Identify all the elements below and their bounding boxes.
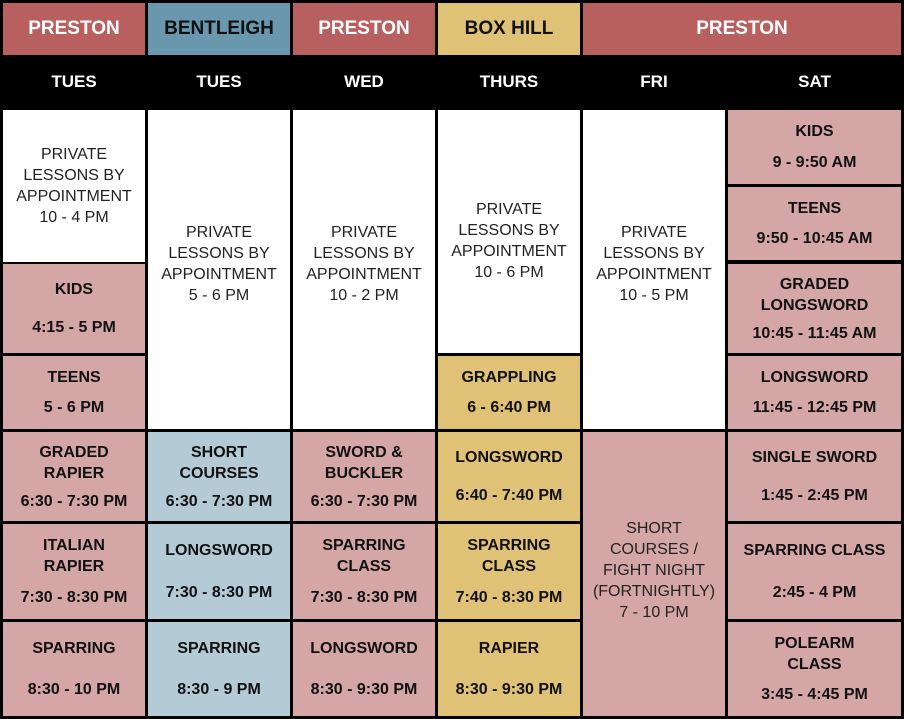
- class-title: SPARRING CLASS: [322, 537, 406, 575]
- day-header: [3, 58, 145, 106]
- class-title: POLEARM CLASS: [774, 634, 855, 673]
- private-lessons: [583, 110, 725, 429]
- private-time: 10 - 4 PM: [39, 209, 109, 226]
- class-title: SWORD & BUCKLER: [324, 443, 404, 482]
- class-title: LONGSWORD: [310, 640, 418, 657]
- class-time: 6:40 - 7:40 PM: [455, 487, 563, 505]
- class-time: 9 - 9:50 AM: [772, 154, 857, 171]
- class-line: COURSES /: [609, 540, 698, 558]
- class-block: [293, 524, 435, 619]
- class-time: 5 - 6 PM: [43, 399, 105, 417]
- private-line: LESSONS BY: [313, 244, 415, 262]
- private-time: 10 - 6 PM: [474, 263, 544, 281]
- private-lessons: [293, 110, 435, 429]
- location-label: BENTLEIGH: [164, 18, 274, 39]
- private-lessons: [148, 110, 290, 429]
- day-label: SAT: [798, 72, 831, 91]
- class-title: LONGSWORD: [760, 368, 869, 386]
- class-block: [3, 622, 145, 716]
- class-block: [293, 432, 435, 521]
- class-title: LONGSWORD: [455, 448, 563, 466]
- class-time: 7:40 - 8:30 PM: [455, 589, 563, 606]
- class-title: SPARRING CLASS: [743, 542, 886, 560]
- class-time: 8:30 - 9:30 PM: [310, 681, 418, 698]
- location-header-bentleigh: [148, 3, 290, 55]
- private-lessons: [3, 110, 145, 262]
- class-title: KIDS: [795, 123, 834, 140]
- class-time: 3:45 - 4:45 PM: [761, 686, 868, 704]
- class-block: [438, 432, 580, 521]
- location-header-box-hill: [438, 3, 580, 55]
- day-label: FRI: [640, 72, 668, 91]
- location-label: BOX HILL: [464, 18, 554, 39]
- class-time: 8:30 - 10 PM: [27, 681, 121, 698]
- class-time: 7:30 - 8:30 PM: [310, 589, 418, 606]
- class-block: [728, 524, 901, 619]
- private-line: PRIVATE: [330, 223, 398, 241]
- class-block: [148, 622, 290, 716]
- private-line: PRIVATE: [620, 223, 688, 241]
- day-header: [728, 58, 901, 106]
- private-time: 10 - 2 PM: [329, 286, 399, 304]
- location-header-preston-fri-sat: [583, 3, 901, 55]
- class-block: [728, 356, 901, 429]
- private-time: 5 - 6 PM: [188, 286, 250, 304]
- class-title: SPARRING: [177, 640, 261, 657]
- class-block: [293, 622, 435, 716]
- private-lessons: [438, 110, 580, 353]
- location-label: PRESTON: [28, 18, 120, 39]
- class-title: TEENS: [47, 368, 101, 386]
- class-title: GRAPPLING: [461, 368, 557, 386]
- class-title: TEENS: [787, 199, 842, 217]
- class-block: [3, 524, 145, 619]
- class-block: [728, 264, 901, 353]
- private-line: APPOINTMENT: [306, 265, 422, 283]
- class-block: [438, 622, 580, 716]
- class-time: 6 - 6:40 PM: [467, 399, 551, 417]
- class-title: SINGLE SWORD: [751, 448, 878, 466]
- day-label: THURS: [479, 72, 539, 91]
- private-line: PRIVATE: [475, 200, 543, 218]
- class-time: 9:50 - 10:45 AM: [756, 230, 873, 248]
- class-time: 4:15 - 5 PM: [32, 319, 116, 337]
- private-line: APPOINTMENT: [451, 242, 567, 260]
- class-line: SHORT: [626, 519, 682, 537]
- class-time: 11:45 - 12:45 PM: [752, 399, 877, 417]
- location-header-preston-tue: [3, 3, 145, 55]
- class-title: GRADED RAPIER: [39, 443, 109, 482]
- class-time: 6:30 - 7:30 PM: [165, 492, 273, 510]
- private-line: LESSONS BY: [603, 244, 705, 262]
- class-title: SHORT COURSES: [179, 443, 259, 482]
- class-time: 7:30 - 8:30 PM: [165, 583, 273, 601]
- class-time: 2:45 - 4 PM: [772, 583, 857, 601]
- class-title: LONGSWORD: [165, 542, 273, 560]
- class-time: 10:45 - 11:45 AM: [752, 324, 877, 342]
- private-line: APPOINTMENT: [161, 265, 277, 283]
- day-header: [438, 58, 580, 106]
- day-label: TUES: [51, 72, 97, 91]
- class-block: [438, 356, 580, 429]
- day-label: WED: [344, 72, 384, 91]
- private-line: LESSONS BY: [168, 244, 270, 262]
- class-title: KIDS: [54, 280, 94, 298]
- class-block: [3, 356, 145, 429]
- class-title: SPARRING: [32, 640, 116, 657]
- class-time: 6:30 - 7:30 PM: [310, 492, 418, 510]
- private-line: PRIVATE: [40, 146, 108, 163]
- class-time: 7:30 - 8:30 PM: [20, 589, 128, 606]
- class-block: [148, 432, 290, 521]
- location-header-preston-wed: [293, 3, 435, 55]
- class-title: ITALIAN RAPIER: [43, 537, 105, 575]
- private-line: APPOINTMENT: [596, 265, 712, 283]
- class-block: [3, 432, 145, 521]
- class-line: FIGHT NIGHT: [603, 561, 705, 579]
- class-block: [728, 187, 901, 260]
- private-line: PRIVATE: [185, 223, 253, 241]
- class-block: [438, 524, 580, 619]
- private-time: 10 - 5 PM: [619, 286, 689, 304]
- class-title: GRADED LONGSWORD: [760, 275, 869, 314]
- class-time: 8:30 - 9:30 PM: [455, 681, 563, 698]
- class-block: [728, 110, 901, 184]
- class-block: [148, 524, 290, 619]
- day-header: [148, 58, 290, 106]
- private-line: LESSONS BY: [458, 221, 560, 239]
- day-header: [293, 58, 435, 106]
- private-line: LESSONS BY: [23, 167, 125, 184]
- class-block: [3, 264, 145, 353]
- day-header: [583, 58, 725, 106]
- class-line: (FORTNIGHTLY): [592, 582, 716, 600]
- class-block: [728, 432, 901, 521]
- location-label: PRESTON: [318, 18, 410, 39]
- class-time: 8:30 - 9 PM: [177, 681, 261, 698]
- class-time: 1:45 - 2:45 PM: [761, 487, 868, 505]
- location-label: PRESTON: [696, 18, 788, 39]
- class-title: RAPIER: [478, 640, 540, 657]
- class-time: 6:30 - 7:30 PM: [20, 492, 128, 510]
- private-line: APPOINTMENT: [16, 188, 132, 205]
- class-time: 7 - 10 PM: [619, 603, 689, 621]
- class-block: [728, 622, 901, 716]
- class-title: SPARRING CLASS: [467, 537, 551, 575]
- fight-night-block: [583, 432, 725, 716]
- day-label: TUES: [196, 72, 242, 91]
